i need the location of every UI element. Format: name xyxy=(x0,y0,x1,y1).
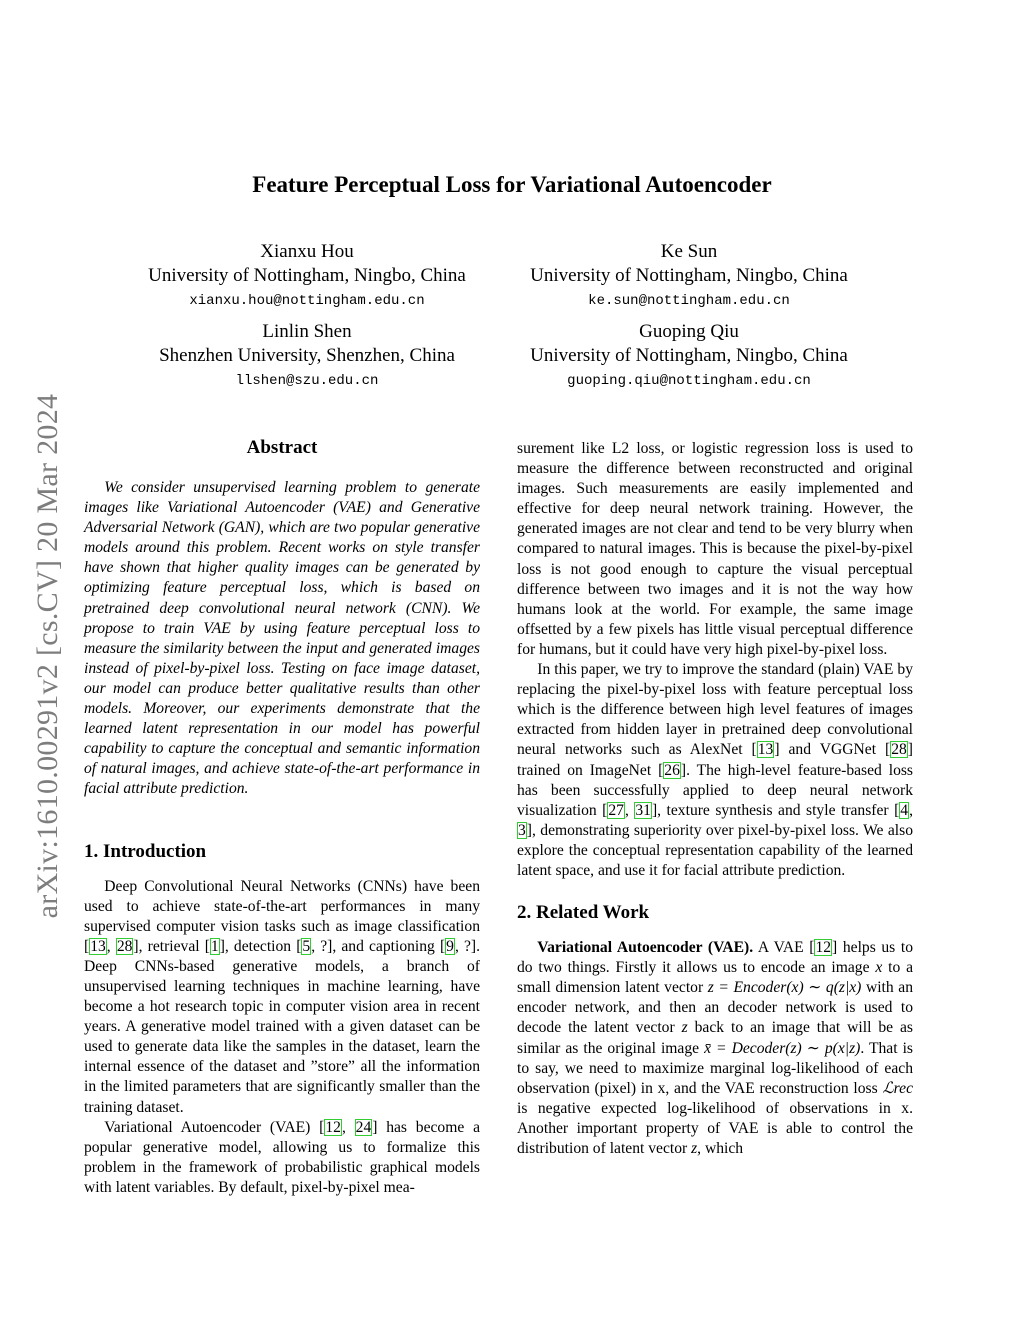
run-in-heading: Variational Autoencoder (VAE). xyxy=(537,939,754,957)
author-affiliation: University of Nottingham, Ningbo, China xyxy=(530,345,848,366)
intro-paragraph-1: Deep Convolutional Neural Networks (CNNs) have been used to achieve state-of-the-art performances in many supervised computer vision tasks such as image classification [13, 28], retrieval [1], detection [5, ?], and captioning [9, ?]. Deep CNNs-based generative models, a branch of unsupervised learning techniques in machine learning, have become a hot research topic in computer vision area in recent years. A generative model trained with a given dataset can be used to generate data like the samples in the dataset, learn the internal essence of the dataset and ”store” all the information in the limited parameters that are significantly smaller than the training dataset. xyxy=(84,877,481,1116)
author-name: Ke Sun xyxy=(660,241,718,262)
author-name: Guoping Qiu xyxy=(639,321,739,342)
citation-link[interactable]: 9 xyxy=(446,937,454,955)
left-column xyxy=(84,436,480,1198)
citation-link[interactable]: 12 xyxy=(815,939,832,957)
math-inline: z = Encoder(x) ∼ q(z|x) xyxy=(707,979,862,997)
math-inline: x̄ = Decoder(z) ∼ p(x|z) xyxy=(704,1039,861,1057)
author-affiliation: University of Nottingham, Ningbo, China xyxy=(530,265,848,286)
author-affiliation: University of Nottingham, Ningbo, China xyxy=(148,265,466,286)
math-inline: z xyxy=(691,1140,698,1157)
citation-link[interactable]: 3 xyxy=(518,821,526,839)
intro-paragraph-2: Variational Autoencoder (VAE) [12, 24] has become a popular generative model, allowing us to formalize this problem in the framework of probabilistic graphical models with latent variables. By default, pixel-by-pixel mea- xyxy=(84,1118,480,1196)
author-block xyxy=(479,240,899,314)
author-block xyxy=(479,320,899,394)
author-email: guoping.qiu@nottingham.edu.cn xyxy=(567,373,811,389)
citation-link[interactable]: 13 xyxy=(757,741,774,759)
author-affiliation: Shenzhen University, Shenzhen, China xyxy=(159,345,455,366)
citation-link[interactable]: 31 xyxy=(635,801,651,819)
citation-link[interactable]: 27 xyxy=(608,801,624,819)
math-inline: x xyxy=(875,959,883,977)
citation-link[interactable]: 5 xyxy=(302,937,311,955)
citation-link[interactable]: 24 xyxy=(355,1118,372,1136)
arxiv-stamp xyxy=(0,0,90,1325)
abstract-heading: Abstract xyxy=(246,437,318,458)
author-email: ke.sun@nottingham.edu.cn xyxy=(588,293,790,309)
paper-title: Feature Perceptual Loss for Variational Autoencoder xyxy=(252,172,772,197)
arxiv-identifier: arXiv:1610.00291v2 [cs.CV] 20 Mar 2024 xyxy=(31,393,64,919)
section-heading-related-work: 2. Related Work xyxy=(517,902,650,924)
math-inline: z xyxy=(681,1019,688,1037)
related-paragraph-1: Variational Autoencoder (VAE). A VAE [12] helps us to do two things. Firstly it allows us to encode an image x to a small dimension latent vector z = Encoder(x) ∼ q(z|x) with an encoder network, and then an decoder network is used to decode the latent vector z back to an image that will be as similar as the original image x̄ = Decoder(z) ∼ p(x|z). That is to say, we need to maximize marginal log-likelihood of each observation (pixel) in x, and the VAE reconstruction loss ℒrec is negative expected log-likelihood of observations in x. Another important property of VAE is able to control the distribution of latent vector z, which xyxy=(517,939,914,1157)
citation-link[interactable]: 28 xyxy=(116,937,133,955)
citation-link[interactable]: 12 xyxy=(325,1118,341,1136)
right-column xyxy=(517,439,913,1159)
author-block xyxy=(97,240,517,314)
citation-link[interactable]: 1 xyxy=(210,937,219,955)
citation-link[interactable]: 26 xyxy=(664,761,680,779)
intro-paragraph-2-continued: surement like L2 loss, or logistic regression loss is used to measure the difference between reconstructed and original images. Such measurements are easily implemented and effective for deep neural network training. However, the generated images are not clear and tend to be very blurry when compared to natural images. This is because the pixel-by-pixel loss is not good enough to capture the visual perceptual difference between two images and it is not the way how humans look at the world. For example, the same image offsetted by a few pixels has little visual perceptual difference for humans, but it could have very high pixel-by-pixel loss. xyxy=(517,440,913,658)
author-email: llshen@szu.edu.cn xyxy=(235,373,379,389)
citation-link[interactable]: 13 xyxy=(90,937,106,955)
author-name: Xianxu Hou xyxy=(260,241,354,262)
author-email: xianxu.hou@nottingham.edu.cn xyxy=(189,293,425,309)
abstract-text: We consider unsupervised learning problem to generate images like Variational Autoencoder (VAE) and Generative Adversarial Network (GAN), which are two popular generative models around this problem. Recent works on style transfer have shown that higher quality images can be generated by optimizing feature perceptual loss, which is based on pretrained deep convolutional neural network (CNN). We propose to train VAE by using feature perceptual loss to measure the similarity between the input and generated images instead of pixel-by-pixel loss. Testing on face image dataset, our model can produce better qualitative results than other models. Moreover, our experiments demonstrate that the learned latent representation in our model has powerful capability to capture the conceptual and semantic information of natural images, and achieve state-of-the-art performance in facial attribute prediction. xyxy=(84,479,480,798)
math-inline: ℒrec xyxy=(882,1079,913,1097)
author-name: Linlin Shen xyxy=(262,321,352,342)
intro-paragraph-3: In this paper, we try to improve the standard (plain) VAE by replacing the pixel-by-pixel loss with feature perceptual loss which is the difference between high level features of images extracted from hidden layer in pretrained deep convolutional neural networks such as AlexNet [13] and VGGNet [28] trained on ImageNet [26]. The high-level feature-based loss has been successfully applied to deep neural network visualization [27, 31], texture synthesis and style transfer [4, 3], demonstrating superiority over pixel-by-pixel loss. We also explore the conceptual representation capability of the learned latent space, and use it for facial attribute prediction. xyxy=(517,661,914,879)
citation-link[interactable]: 28 xyxy=(891,741,907,759)
author-block xyxy=(97,320,517,394)
section-heading-introduction: 1. Introduction xyxy=(84,840,207,862)
citation-link[interactable]: 4 xyxy=(900,801,909,819)
